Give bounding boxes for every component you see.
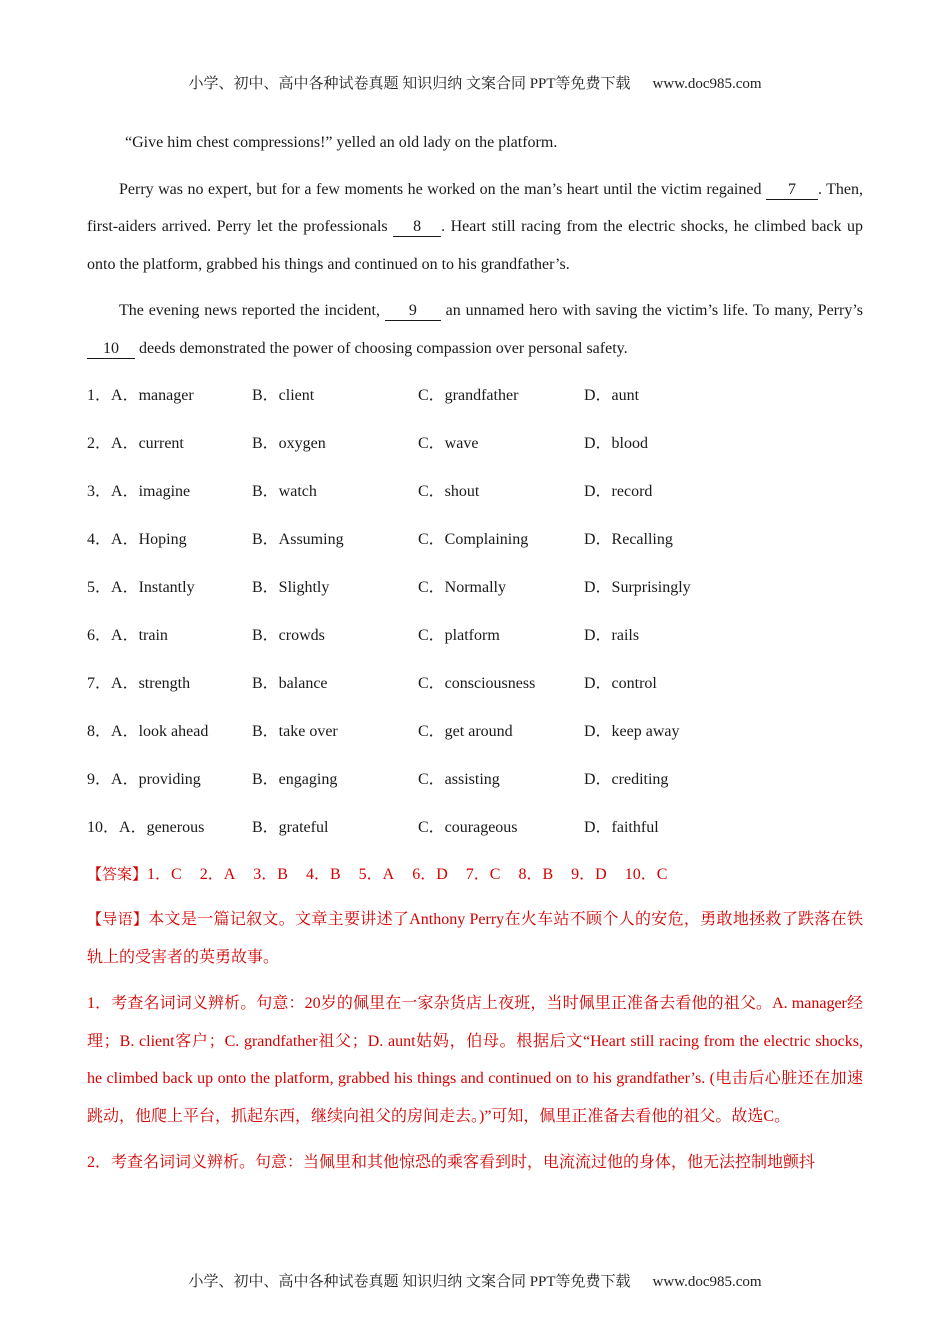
option-b: B．Assuming: [252, 531, 344, 548]
guide-paragraph: [87, 901, 863, 976]
option-d: D．crediting: [584, 771, 669, 788]
passage-paragraph-2: [87, 171, 863, 284]
answer-label: 【答案】: [87, 865, 148, 883]
option-a: 9．A．providing: [87, 771, 201, 788]
option-a: 4．A．Hoping: [87, 531, 187, 548]
option-a: 6．A．train: [87, 627, 168, 644]
option-c: C．shout: [418, 483, 480, 500]
footer-url[interactable]: www.doc985.com: [652, 1274, 762, 1290]
question-row: [87, 518, 863, 566]
option-a: 5．A．Instantly: [87, 579, 195, 596]
passage-text: an unnamed hero with saving the victim’s life. To many, Perry’s: [440, 302, 864, 319]
option-d: D．control: [584, 675, 657, 692]
question-row: [87, 374, 863, 422]
answer-item: 4．B: [305, 866, 341, 883]
option-c: C．assisting: [418, 771, 500, 788]
option-b: B．client: [252, 387, 315, 404]
document-body: [87, 124, 863, 1191]
option-a: 2．A．current: [87, 435, 184, 452]
passage-paragraph-3: [87, 292, 863, 367]
option-d: D．rails: [584, 627, 640, 644]
option-a: 7．A．strength: [87, 675, 191, 692]
option-b: B．Slightly: [252, 579, 330, 596]
option-d: D．blood: [584, 435, 649, 452]
blank-7: 7: [766, 181, 818, 200]
option-c: C．Normally: [418, 579, 506, 596]
passage-text: . Then, first-aiders arrived. Perry let the professionals: [87, 180, 863, 235]
question-row: [87, 566, 863, 614]
question-row: [87, 422, 863, 470]
passage-text: deeds demonstrated the power of choosing compassion over personal safety.: [135, 339, 628, 357]
passage-paragraph-1: “Give him chest compressions!” yelled an old lady on the platform.: [125, 134, 558, 151]
option-d: D．keep away: [584, 723, 680, 740]
answer-key: [87, 862, 863, 887]
option-b: B．oxygen: [252, 435, 326, 452]
option-c: C．get around: [418, 723, 513, 740]
answer-item: 10．C: [624, 866, 668, 883]
option-d: D．faithful: [584, 819, 659, 836]
answer-item: 6．D: [412, 866, 448, 883]
option-c: C．courageous: [418, 819, 518, 836]
option-c: C．grandfather: [418, 387, 519, 404]
question-row: [87, 758, 863, 806]
option-d: D．Surprisingly: [584, 579, 691, 596]
guide-text: 本文是一篇记叙文。文章主要讲述了Anthony Perry在火车站不顾个人的安危，勇敢地拯救了跌落在铁轨上的受害者的英勇故事。: [87, 911, 863, 966]
option-a: 3．A．imagine: [87, 483, 191, 500]
option-c: C．wave: [418, 435, 479, 452]
option-d: D．aunt: [584, 387, 640, 404]
guide-label: 【导语】: [87, 910, 149, 928]
option-c: C．consciousness: [418, 675, 536, 692]
option-a: 1．A．manager: [87, 387, 194, 404]
option-a: 8．A．look ahead: [87, 723, 209, 740]
question-row: [87, 614, 863, 662]
footer-text: 小学、初中、高中各种试卷真题 知识归纳 文案合同 PPT等免费下载: [188, 1274, 631, 1290]
explanation-2: 2．考查名词词义辨析。句意：当佩里和其他惊恐的乘客看到时，电流流过他的身体，他无法控制地颤抖: [87, 1154, 816, 1171]
passage-text: Perry was no expert, but for a few moments he worked on the man’s heart until the victim regained: [119, 180, 766, 198]
header-url[interactable]: www.doc985.com: [652, 76, 762, 92]
header-text: 小学、初中、高中各种试卷真题 知识归纳 文案合同 PPT等免费下载: [188, 76, 631, 92]
answer-item: 1．C: [147, 866, 182, 883]
option-b: B．balance: [252, 675, 328, 692]
question-list: [87, 374, 863, 854]
blank-8: 8: [393, 218, 441, 237]
option-b: B．engaging: [252, 771, 338, 788]
answer-item: 9．D: [571, 866, 607, 883]
page-header: [0, 72, 950, 93]
option-b: B．crowds: [252, 627, 325, 644]
question-row: [87, 662, 863, 710]
option-b: B．watch: [252, 483, 317, 500]
option-d: D．record: [584, 483, 653, 500]
option-b: B．grateful: [252, 819, 329, 836]
option-d: D．Recalling: [584, 531, 673, 548]
answer-item: 7．C: [465, 866, 501, 883]
question-row: [87, 470, 863, 518]
answer-item: 2．A: [199, 866, 236, 883]
answer-item: 3．B: [253, 866, 288, 883]
question-row: [87, 806, 863, 854]
question-row: [87, 710, 863, 758]
passage-text: . Heart still racing from the electric shocks, he climbed back up onto the platform, grabbed his things and continued on to his grandfather’s.: [87, 218, 863, 273]
blank-10: 10: [87, 340, 135, 359]
explanation-1: 1．考查名词词义辨析。句意：20岁的佩里在一家杂货店上夜班，当时佩里正准备去看他的祖父。A. manager经理；B. client客户；C. grandfather祖父；D. aunt姑妈，伯母。根据后文“Heart still racing from the electric shocks, he climbed back up onto the platform, grabbed his things and continued on to his grandfather’s. (电击后心脏还在加速跳动，他爬上平台，抓起东西，继续向祖父的房间走去。)”可知，佩里正准备去看他的祖父。故选C。: [87, 995, 863, 1125]
passage-text: The evening news reported the incident,: [119, 302, 385, 319]
option-a: 10．A．generous: [87, 819, 205, 836]
option-b: B．take over: [252, 723, 338, 740]
answer-item: 5．A: [358, 866, 395, 883]
blank-9: 9: [385, 302, 441, 321]
option-c: C．Complaining: [418, 531, 529, 548]
option-c: C．platform: [418, 627, 500, 644]
answer-item: 8．B: [518, 866, 554, 883]
page-footer: [0, 1270, 950, 1291]
